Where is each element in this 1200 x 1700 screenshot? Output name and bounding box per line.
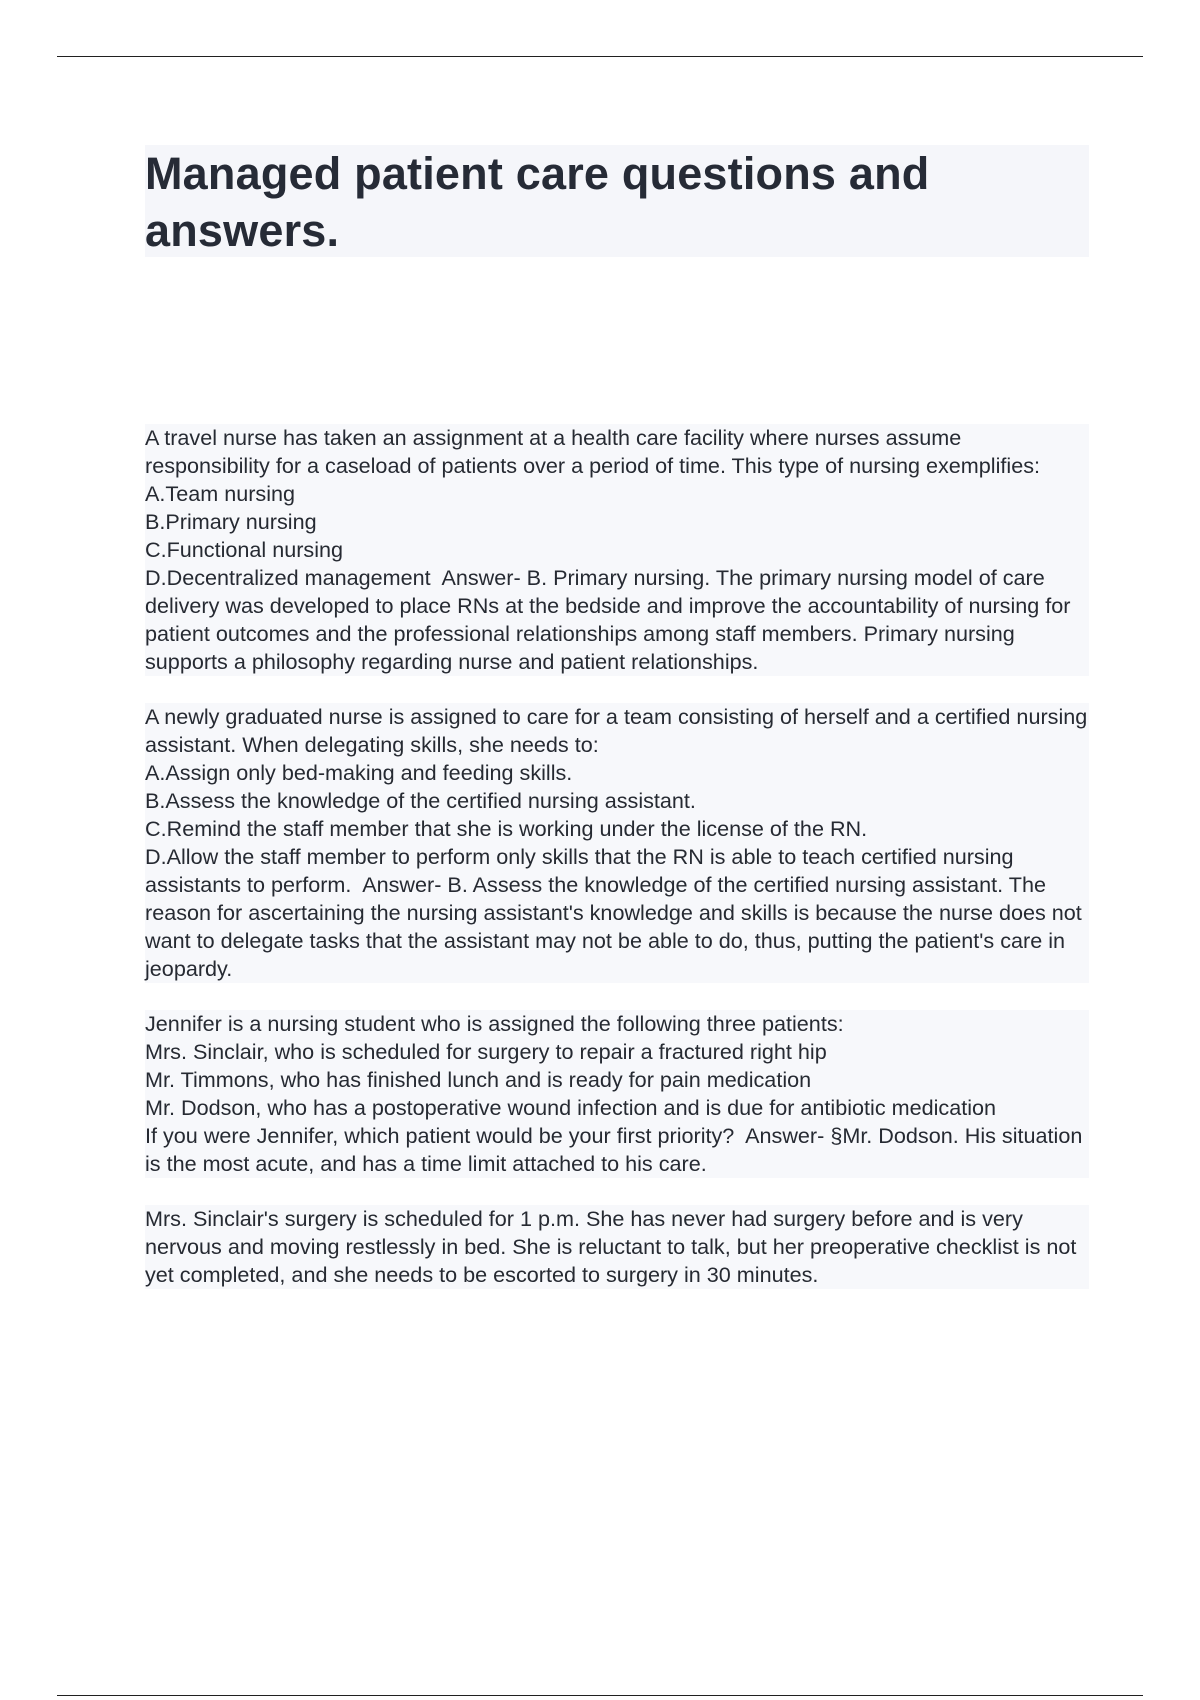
question-3-text: Jennifer is a nursing student who is assigned the following three patients: Mrs. Sinclair, who is scheduled for surgery to repair a fractured right hip Mr. Timmons, who has finished lunch and is ready for pain medication Mr. Dodson, who has a postoperative wound infection and is due for antibiotic medication If you were Jennifer, which patient would be your first priority? Answer- §Mr. Dodson. His situation is the most acute, and has a time limit attached to his care. (145, 1011, 1083, 1176)
document-title: Managed patient care questions and answers. (145, 148, 930, 256)
question-block (145, 1010, 1089, 1178)
page-top-rule (57, 56, 1143, 57)
question-1-text: A travel nurse has taken an assignment at a health care facility where nurses assume responsibility for a caseload of patients over a period of time. This type of nursing exemplifies: A.Team nursing B.Primary nursing C.Functional nursing D.Decentralized management Answer- B. Primary nursing. The primary nursing model of care delivery was developed to place RNs at the bedside and improve the accountability of nursing for patient outcomes and the professional relationships among staff members. Primary nursing supports a philosophy regarding nurse and patient relationships. (145, 425, 1071, 674)
question-block (145, 424, 1089, 676)
question-4-text: Mrs. Sinclair's surgery is scheduled for 1 p.m. She has never had surgery before and is very nervous and moving restlessly in bed. She is reluctant to talk, but her preoperative checklist is not yet completed, and she needs to be escorted to surgery in 30 minutes. (145, 1206, 1083, 1287)
page-bottom-rule (57, 1695, 1143, 1696)
title-block (145, 145, 1089, 257)
document-body (145, 424, 1089, 1316)
question-block (145, 1205, 1089, 1289)
question-block (145, 703, 1089, 983)
question-2-text: A newly graduated nurse is assigned to care for a team consisting of herself and a certified nursing assistant. When delegating skills, she needs to: A.Assign only bed-making and feeding skills. B.Assess the knowledge of the certified nursing assistant. C.Remind the staff member that she is working under the license of the RN. D.Allow the staff member to perform only skills that the RN is able to teach certified nursing assistants to perform. Answer- B. Assess the knowledge of the certified nursing assistant. The reason for ascertaining the nursing assistant's knowledge and skills is because the nurse does not want to delegate tasks that the assistant may not be able to do, thus, putting the patient's care in jeopardy. (145, 704, 1088, 981)
